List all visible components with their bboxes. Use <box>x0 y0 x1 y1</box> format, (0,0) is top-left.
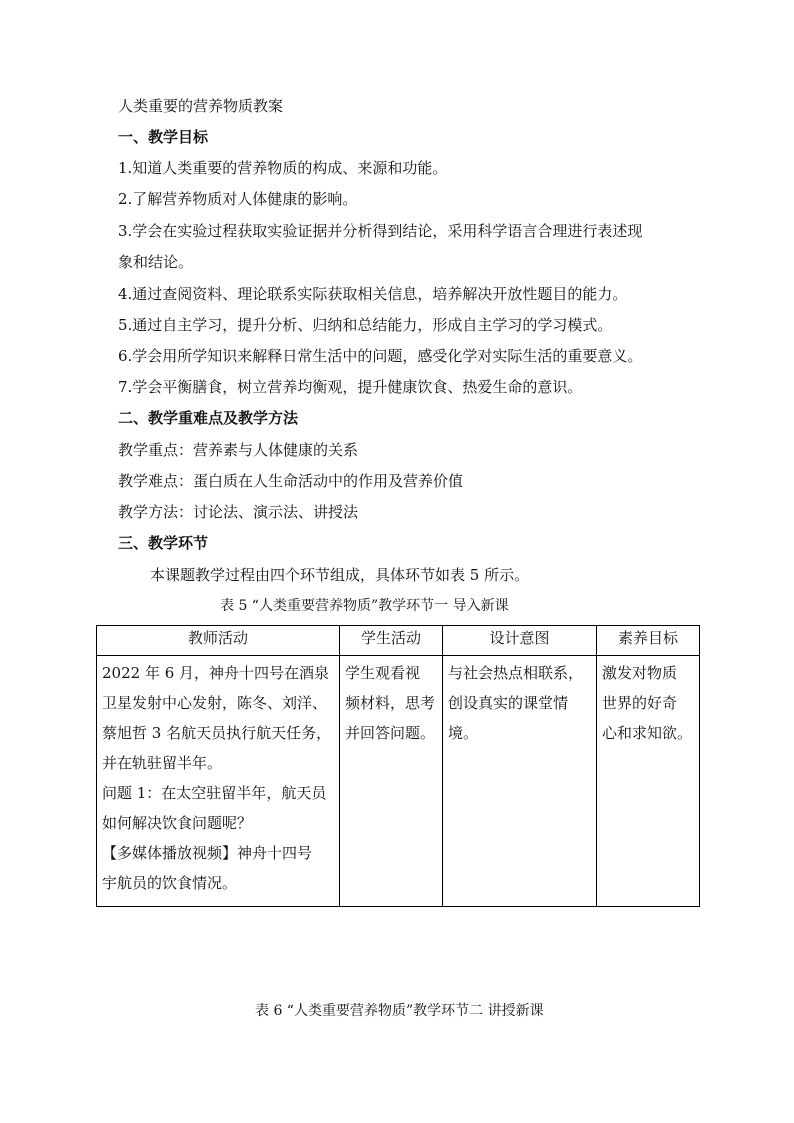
objective-item: 4.通过查阅资料、理论联系实际获取相关信息，培养解决开放性题目的能力。 <box>118 285 628 303</box>
table-header-row <box>97 626 700 656</box>
objective-item: 5.通过自主学习，提升分析、归纳和总结能力，形成自主学习的学习模式。 <box>118 316 613 334</box>
header-teacher-activity: 教师活动 <box>97 626 340 656</box>
design-intent-cell <box>443 656 597 907</box>
cell-line: 创设真实的课堂情 <box>448 694 569 712</box>
header-design-intent: 设计意图 <box>443 626 597 656</box>
student-activity-cell <box>340 656 443 907</box>
table-6-caption: 表 6 “人类重要营养物质”教学环节二 讲授新课 <box>255 1003 544 1019</box>
section-heading-teaching-steps: 三、教学环节 <box>118 534 209 552</box>
lesson-table-5 <box>96 625 700 907</box>
literacy-goal-cell <box>597 656 700 907</box>
section-heading-objectives: 一、教学目标 <box>118 128 209 146</box>
objective-item: 1.知道人类重要的营养物质的构成、来源和功能。 <box>118 159 448 177</box>
teacher-activity-cell <box>97 656 340 907</box>
header-literacy-goal: 素养目标 <box>597 626 700 656</box>
cell-line: 并在轨驻留半年。 <box>102 754 223 772</box>
cell-line: 与社会热点相联系， <box>448 664 584 682</box>
cell-line: 问题 1：在太空驻留半年，航天员 <box>102 784 327 802</box>
cell-line: 2022 年 6 月，神舟十四号在酒泉 <box>102 664 330 682</box>
cell-line: 频材料，思考 <box>345 694 436 712</box>
document-title: 人类重要的营养物质教案 <box>118 97 284 115</box>
difficulty-text: 教学难点：蛋白质在人生命活动中的作用及营养价值 <box>118 472 464 490</box>
cell-line: 激发对物质 <box>602 664 678 682</box>
cell-line: 卫星发射中心发射，陈冬、刘洋、 <box>102 694 328 712</box>
header-student-activity: 学生活动 <box>340 626 443 656</box>
cell-line: 心和求知欲。 <box>602 724 693 742</box>
objective-item: 2.了解营养物质对人体健康的影响。 <box>118 190 358 208</box>
objective-item: 6.学会用所学知识来解释日常生活中的问题，感受化学对实际生活的重要意义。 <box>118 347 643 365</box>
teaching-steps-intro: 本课题教学过程由四个环节组成，具体环节如表 5 所示。 <box>150 566 530 584</box>
table-row <box>97 656 700 907</box>
cell-line: 境。 <box>448 724 479 742</box>
table-5-caption: 表 5 “人类重要营养物质”教学环节一 导入新课 <box>220 598 509 614</box>
methods-text: 教学方法：讨论法、演示法、讲授法 <box>118 503 359 521</box>
objective-item: 3.学会在实验过程获取实验证据并分析得到结论，采用科学语言合理进行表述现 <box>118 222 643 240</box>
cell-line: 世界的好奇 <box>602 694 678 712</box>
key-point-text: 教学重点：营养素与人体健康的关系 <box>118 441 359 459</box>
cell-line: 并回答问题。 <box>345 724 436 742</box>
cell-line: 如何解决饮食问题呢？ <box>102 814 253 832</box>
cell-line: 学生观看视 <box>345 664 421 682</box>
objective-item: 7.学会平衡膳食，树立营养均衡观，提升健康饮食、热爱生命的意识。 <box>118 378 583 396</box>
cell-line: 蔡旭哲 3 名航天员执行航天任务， <box>102 724 332 742</box>
section-heading-key-points: 二、教学重难点及教学方法 <box>118 409 299 427</box>
objective-item-continued: 象和结论。 <box>118 253 194 271</box>
cell-line: 【多媒体播放视频】神舟十四号 <box>102 844 313 862</box>
cell-line: 宇航员的饮食情况。 <box>102 874 238 892</box>
